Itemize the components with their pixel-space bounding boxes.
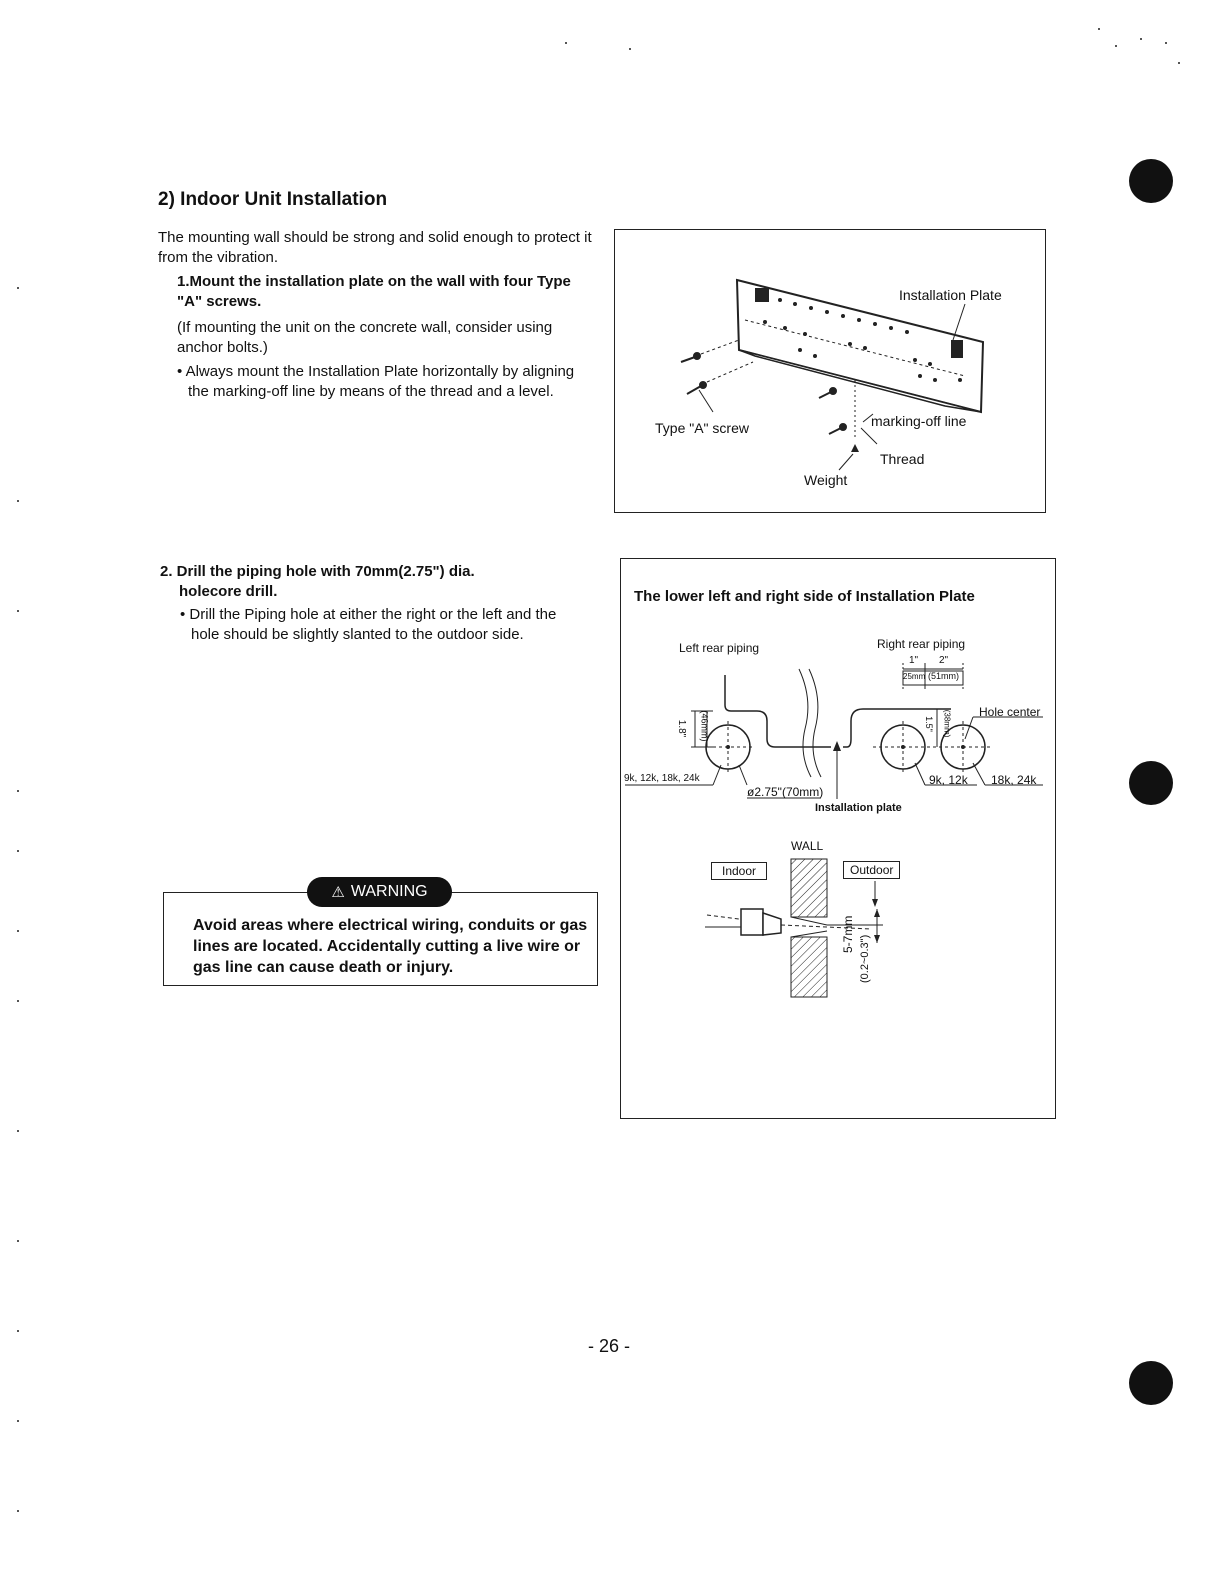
left-models-label: 9k, 12k, 18k, 24k (624, 773, 700, 784)
scan-speck (1178, 62, 1180, 64)
weight-label: Weight (804, 472, 848, 488)
punch-hole (1129, 159, 1173, 203)
installation-plate-label: Installation Plate (899, 287, 1002, 303)
screw-label: Type "A" screw (655, 420, 749, 436)
right-rear-piping-label: Right rear piping (877, 637, 966, 651)
slant-in-label: (0.2~0.3") (859, 934, 871, 983)
installation-plate-label-2: Installation plate (815, 802, 902, 814)
step2-heading: 2. Drill the piping hole with 70mm(2.75") dia. holecore drill. (160, 563, 475, 600)
indoor-label: Indoor (711, 862, 767, 880)
punch-hole (1129, 761, 1173, 805)
dim-25mm-label: 25mm (903, 672, 926, 681)
dim-2in-label: 2" (939, 655, 949, 666)
scan-speck (17, 850, 19, 852)
intro-text: The mounting wall should be strong and solid enough to protect it from the vibration. (158, 229, 592, 266)
left-rear-piping-label: Left rear piping (679, 641, 760, 655)
section-title: 2) Indoor Unit Installation (158, 189, 388, 210)
scan-speck (17, 1330, 19, 1332)
warning-text: Avoid areas where electrical wiring, conduits or gas lines are located. Accidentally cutting a live wire or gas line can cause death or injury. (193, 917, 588, 976)
dim-51mm-label: (51mm) (928, 671, 959, 681)
right-models-b-label: 18k, 24k (991, 773, 1037, 787)
scan-speck (17, 1510, 19, 1512)
punch-hole (1129, 1361, 1173, 1405)
scan-speck (1165, 42, 1167, 44)
scan-speck (17, 1000, 19, 1002)
step1-bullet: • Always mount the Installation Plate horizontally by aligning the marking-off line by means of the thread and a level. (177, 363, 575, 400)
figure2-title: The lower left and right side of Installation Plate (634, 588, 975, 605)
right-models-a-label: 9k, 12k (929, 773, 968, 787)
scan-speck (1115, 45, 1117, 47)
marking-off-line-label: marking-off line (871, 413, 967, 429)
scan-speck (17, 790, 19, 792)
dim-18in-label: 1.8" (676, 719, 688, 738)
wall-label: WALL (791, 839, 824, 853)
step2-bullet: • Drill the Piping hole at either the right or the left and the hole should be slightly slanted to the outdoor side. (180, 606, 557, 643)
scan-speck (1098, 28, 1100, 30)
outdoor-label: Outdoor (843, 861, 900, 879)
step1-heading: 1.Mount the installation plate on the wall with four Type "A" screws. (177, 273, 571, 310)
page-number: - 26 - (588, 1336, 631, 1356)
scan-speck (17, 1420, 19, 1422)
dim-38mm-label: (38mm) (942, 709, 952, 738)
piping-hole-figure (620, 558, 1056, 1119)
warning-badge (307, 877, 452, 907)
scan-speck (17, 1130, 19, 1132)
scan-speck (17, 930, 19, 932)
warning-label: WARNING (350, 883, 428, 900)
dim-15in-label: 1.5" (923, 716, 934, 732)
scan-speck (565, 42, 567, 44)
warning-triangle-icon: ⚠ (331, 884, 345, 901)
step1-note: (If mounting the unit on the concrete wall, consider using anchor bolts.) (177, 319, 553, 356)
scan-speck (17, 287, 19, 289)
scan-speck (17, 500, 19, 502)
scan-speck (629, 48, 631, 50)
installation-plate-figure (614, 229, 1046, 513)
dim-1in-label: 1" (909, 655, 919, 666)
scan-speck (1140, 38, 1142, 40)
scan-speck (17, 610, 19, 612)
diameter-label: ø2.75"(70mm) (747, 785, 824, 799)
slant-mm-label: 5-7mm (841, 915, 855, 953)
scan-speck (17, 1240, 19, 1242)
thread-label: Thread (880, 451, 925, 467)
hole-center-label: Hole center (979, 705, 1041, 719)
dim-46mm-label: (46mm) (699, 710, 710, 742)
